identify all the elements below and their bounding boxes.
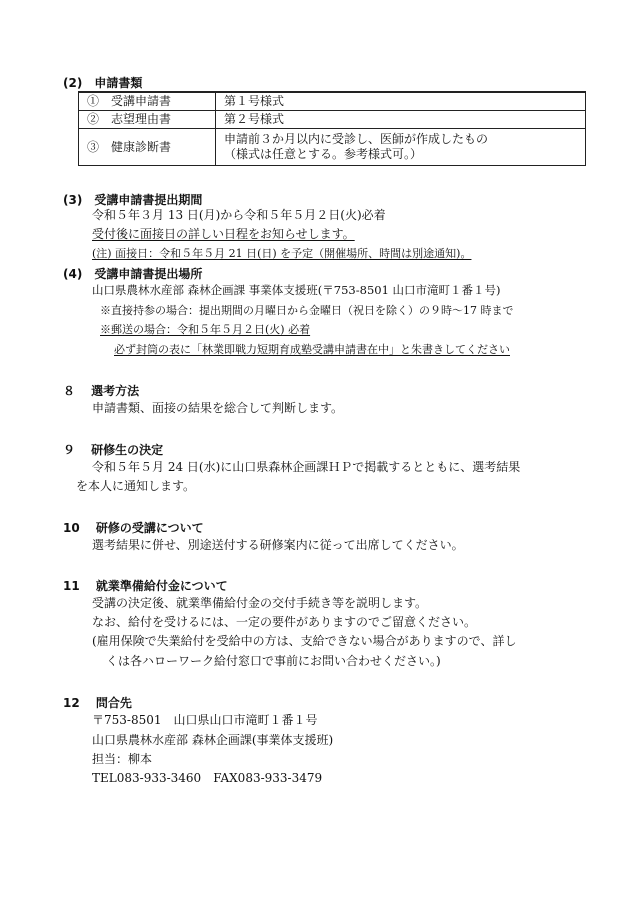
section-10-heading: 10 研修の受講について <box>63 521 204 535</box>
table-row <box>79 92 586 111</box>
section-8-heading: ８ 選考方法 <box>63 384 140 398</box>
doc-form-line: （様式は任意とする。参考様式可。） <box>224 147 423 161</box>
doc-form-line: 申請前３か月以内に受診し、医師が作成したもの <box>224 132 489 146</box>
interview-date-note: (注) 面接日：令和５年５月 21 日(日) を予定（開催場所、時間は別途通知)。 <box>92 247 472 260</box>
doc-form-cell <box>216 129 586 166</box>
contact-address: 〒753-8501 山口県山口市滝町１番１号 <box>92 713 318 727</box>
benefit-text-line: くは各ハローワーク給付窓口で事前にお問い合わせください。) <box>106 654 441 668</box>
interview-notice: 受付後に面接日の詳しい日程をお知らせします。 <box>92 227 355 241</box>
section-12-heading: 12 問合先 <box>63 696 132 710</box>
table-row <box>79 111 586 129</box>
submission-address: 山口県農林水産部 森林企画課 事業体支援班(〒753-8501 山口市滝町１番１号) <box>92 283 501 297</box>
application-documents-table <box>78 91 586 166</box>
benefit-text-line: 受講の決定後、就業準備給付金の交付手続き等を説明します。 <box>92 596 428 610</box>
doc-item-cell: ② 志望理由書 <box>79 111 216 129</box>
benefit-text-line: なお、給付を受けるには、一定の要件がありますのでご留意ください。 <box>92 615 477 629</box>
contact-department: 山口県農林水産部 森林企画課(事業体支援班) <box>92 733 334 747</box>
section-3-heading: (3) 受講申請書提出期間 <box>63 193 203 207</box>
section-9-heading: ９ 研修生の決定 <box>63 443 164 457</box>
mail-delivery-note: ※郵送の場合：令和５年５月２日(火) 必着 <box>100 323 311 336</box>
doc-form-cell: 第１号様式 <box>216 92 586 111</box>
doc-form-cell: 第２号様式 <box>216 111 586 129</box>
section-2-heading: (2) 申請書類 <box>63 76 143 90</box>
doc-item-cell: ① 受講申請書 <box>79 92 216 111</box>
contact-person: 担当：柳本 <box>92 752 153 766</box>
selection-method-text: 申請書類、面接の結果を総合して判断します。 <box>92 401 344 415</box>
doc-item-cell: ③ 健康診断書 <box>79 129 216 166</box>
decision-text-line: を本人に通知します。 <box>76 479 196 493</box>
section-11-heading: 11 就業準備給付金について <box>63 579 228 593</box>
benefit-text-line: (雇用保険で失業給付を受給中の方は、支給できない場合がありますので、詳し <box>92 634 517 648</box>
submission-period: 令和５年３月 13 日(月)から令和５年５月２日(火)必着 <box>92 208 386 222</box>
decision-text-line: 令和５年５月 24 日(水)に山口県森林企画課ＨＰで掲載するとともに、選考結果 <box>92 460 521 474</box>
contact-phone-fax: TEL083-933-3460 FAX083-933-3479 <box>92 771 323 785</box>
attendance-text: 選考結果に併せ、別途送付する研修案内に従って出席してください。 <box>92 538 464 552</box>
section-4-heading: (4) 受講申請書提出場所 <box>63 267 203 281</box>
envelope-instruction: 必ず封筒の表に「林業即戦力短期育成塾受講申請書在中」と朱書きしてください <box>114 343 510 356</box>
direct-delivery-note: ※直接持参の場合：提出期間の月曜日から金曜日（祝日を除く）の９時～17 時まで <box>100 304 514 317</box>
table-row <box>79 129 586 166</box>
